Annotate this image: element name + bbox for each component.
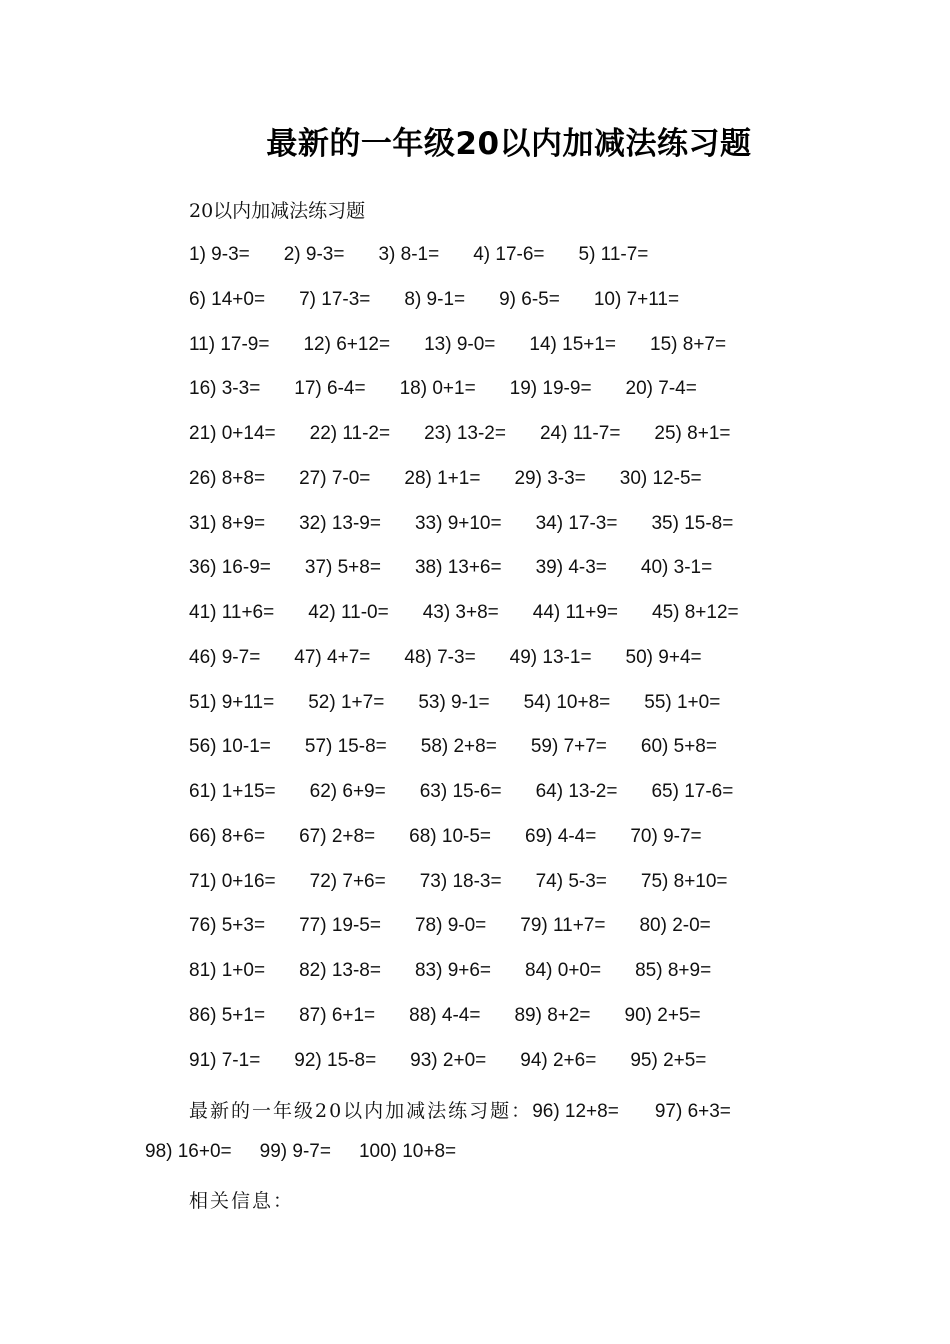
exercise-item: 23) 13-2=	[424, 423, 506, 444]
exercise-item: 39) 4-3=	[535, 557, 607, 579]
exercise-item: 13) 9-0=	[424, 333, 496, 355]
exercise-item: 84) 0+0=	[525, 960, 602, 981]
exercise-item: 35) 15-8=	[651, 512, 734, 534]
exercise-item: 91) 7-1=	[189, 1049, 261, 1071]
exercise-item: 67) 2+8=	[299, 825, 376, 847]
exercise-item: 30) 12-5=	[619, 467, 702, 489]
exercise-item: 34) 17-3=	[535, 512, 618, 534]
exercise-item: 2) 9-3=	[283, 244, 345, 265]
exercise-item: 41) 11+6=	[189, 602, 275, 623]
exercise-item: 68) 10-5=	[409, 825, 492, 847]
exercise-item: 85) 8+9=	[635, 960, 712, 981]
exercise-row	[189, 647, 829, 692]
exercise-list	[189, 244, 829, 1094]
exercise-item: 44) 11+9=	[532, 602, 618, 623]
exercise-item: 97) 6+3=	[654, 1101, 731, 1122]
exercise-item: 62) 6+9=	[309, 781, 386, 802]
exercise-item: 89) 8+2=	[514, 1004, 591, 1026]
exercise-item: 10) 7+11=	[593, 288, 680, 310]
exercise-item: 95) 2+5=	[630, 1049, 707, 1071]
exercise-row	[189, 871, 829, 916]
exercise-item: 38) 13+6=	[414, 557, 502, 579]
exercise-item: 42) 11-0=	[308, 602, 389, 623]
exercise-item: 8) 9-1=	[404, 288, 466, 310]
exercise-item: 29) 3-3=	[514, 467, 586, 489]
exercise-row	[189, 1050, 829, 1095]
exercise-item: 17) 6-4=	[294, 378, 366, 400]
exercise-item: 4) 17-6=	[473, 244, 545, 265]
exercise-item: 40) 3-1=	[640, 557, 713, 579]
exercise-item: 9) 6-5=	[499, 288, 560, 310]
exercise-final-line	[145, 1141, 484, 1163]
exercise-item: 60) 5+8=	[640, 736, 717, 758]
exercise-item: 46) 9-7=	[189, 646, 261, 668]
section-heading: 20以内加减法练习题	[189, 200, 366, 222]
exercise-item: 76) 5+3=	[189, 915, 266, 937]
exercise-item: 18) 0+1=	[399, 378, 476, 400]
exercise-item: 28) 1+1=	[404, 467, 481, 489]
exercise-item: 87) 6+1=	[299, 1004, 376, 1026]
exercise-item: 72) 7+6=	[309, 870, 386, 892]
exercise-item: 59) 7+7=	[530, 736, 607, 758]
exercise-item: 58) 2+8=	[420, 736, 497, 758]
exercise-item: 5) 11-7=	[578, 244, 649, 265]
exercise-item: 43) 3+8=	[422, 602, 499, 623]
exercise-item: 100) 10+8=	[358, 1141, 457, 1162]
exercise-item: 15) 8+7=	[650, 333, 727, 355]
exercise-row	[189, 736, 829, 781]
exercise-item: 52) 1+7=	[308, 691, 385, 713]
exercise-row	[189, 960, 829, 1005]
exercise-row	[189, 244, 829, 289]
exercise-item: 45) 8+12=	[652, 602, 739, 623]
exercise-item: 31) 8+9=	[189, 512, 266, 534]
exercise-item: 6) 14+0=	[189, 288, 266, 310]
exercise-item: 94) 2+6=	[520, 1049, 597, 1071]
exercise-item: 73) 18-3=	[419, 870, 502, 892]
exercise-item: 48) 7-3=	[404, 646, 476, 668]
continuation-prefix: 最新的一年级20以内加减法练习题：	[189, 1100, 533, 1122]
exercise-item: 12) 6+12=	[303, 333, 391, 355]
exercise-item: 51) 9+11=	[189, 691, 275, 713]
exercise-item: 47) 4+7=	[294, 646, 371, 668]
exercise-item: 70) 9-7=	[630, 825, 702, 847]
exercise-item: 20) 7-4=	[625, 378, 697, 400]
exercise-item: 86) 5+1=	[189, 1004, 266, 1026]
exercise-item: 69) 4-4=	[525, 825, 597, 847]
exercise-item: 56) 10-1=	[189, 736, 271, 758]
exercise-item: 96) 12+8=	[532, 1101, 619, 1122]
exercise-item: 75) 8+10=	[640, 870, 728, 892]
exercise-item: 71) 0+16=	[189, 870, 276, 892]
exercise-item: 11) 17-9=	[189, 333, 270, 355]
exercise-item: 66) 8+6=	[189, 825, 266, 847]
exercise-item: 22) 11-2=	[309, 423, 391, 444]
related-info-label: 相关信息：	[189, 1190, 295, 1212]
exercise-item: 1) 9-3=	[189, 244, 250, 265]
exercise-item: 79) 11+7=	[520, 915, 606, 937]
exercise-item: 99) 9-7=	[259, 1141, 331, 1162]
exercise-item: 83) 9+6=	[414, 960, 492, 981]
exercise-item: 57) 15-8=	[304, 736, 387, 758]
exercise-item: 74) 5-3=	[535, 870, 607, 892]
exercise-row	[189, 781, 829, 826]
exercise-item: 98) 16+0=	[145, 1141, 232, 1162]
exercise-item: 7) 17-3=	[299, 288, 371, 310]
exercise-item: 53) 9-1=	[418, 691, 490, 713]
exercise-row	[189, 378, 829, 423]
exercise-item: 88) 4-4=	[409, 1004, 481, 1026]
exercise-item: 19) 19-9=	[509, 378, 592, 400]
exercise-item: 64) 13-2=	[535, 781, 618, 802]
exercise-item: 63) 15-6=	[419, 781, 502, 802]
exercise-item: 90) 2+5=	[624, 1004, 701, 1026]
exercise-continuation-line	[189, 1096, 767, 1123]
exercise-item: 37) 5+8=	[304, 557, 381, 579]
exercise-row	[189, 915, 829, 960]
exercise-item: 26) 8+8=	[189, 467, 266, 489]
exercise-item: 93) 2+0=	[410, 1049, 487, 1071]
exercise-item: 61) 1+15=	[189, 781, 276, 802]
exercise-item: 81) 1+0=	[189, 960, 266, 981]
exercise-item: 14) 15+1=	[529, 333, 617, 355]
exercise-item: 92) 15-8=	[294, 1049, 377, 1071]
exercise-item: 54) 10+8=	[523, 691, 611, 713]
exercise-row	[189, 602, 829, 647]
exercise-item: 78) 9-0=	[414, 915, 487, 937]
exercise-item: 55) 1+0=	[644, 691, 721, 713]
exercise-item: 33) 9+10=	[414, 512, 502, 534]
exercise-row	[189, 692, 829, 737]
exercise-item: 50) 9+4=	[625, 646, 702, 668]
exercise-row	[189, 1005, 829, 1050]
exercise-item: 80) 2-0=	[639, 915, 711, 937]
exercise-row	[189, 468, 829, 513]
exercise-row	[189, 289, 829, 334]
exercise-item: 21) 0+14=	[189, 423, 276, 444]
exercise-item: 32) 13-9=	[299, 512, 381, 534]
exercise-item: 25) 8+1=	[654, 423, 731, 444]
page-title: 最新的一年级20以内加减法练习题	[266, 126, 752, 162]
exercise-item: 3) 8-1=	[378, 244, 440, 265]
exercise-item: 77) 19-5=	[299, 915, 381, 937]
exercise-item: 82) 13-8=	[299, 960, 381, 981]
exercise-row	[189, 557, 829, 602]
exercise-row	[189, 826, 829, 871]
exercise-item: 49) 13-1=	[509, 646, 592, 668]
exercise-row	[189, 334, 829, 379]
exercise-item: 65) 17-6=	[651, 781, 734, 802]
exercise-row	[189, 423, 829, 468]
exercise-row	[189, 513, 829, 558]
exercise-item: 27) 7-0=	[299, 467, 371, 489]
exercise-item: 24) 11-7=	[539, 423, 621, 444]
exercise-item: 16) 3-3=	[189, 378, 261, 400]
exercise-item: 36) 16-9=	[189, 557, 271, 579]
